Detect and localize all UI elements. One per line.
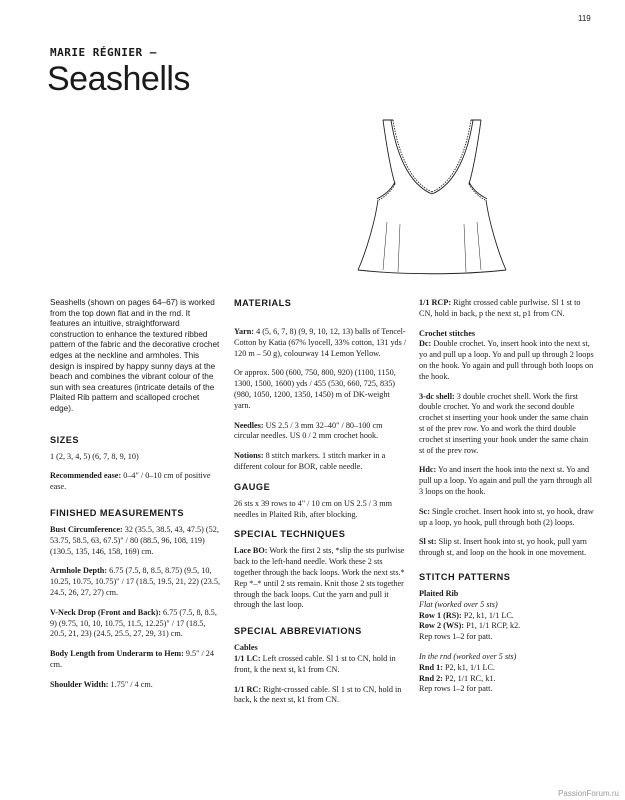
rnd-label: In the rnd (worked over 5 sts)	[419, 651, 517, 661]
special-techniques-heading: SPECIAL TECHNIQUES	[234, 529, 346, 540]
gauge-text: 26 sts x 39 rows to 4" / 10 cm on US 2.5 / 3 mm needles in Plaited Rib, after blocking.	[234, 498, 393, 519]
needles-info: Needles: US 2.5 / 3 mm 32–40" / 80–100 cm circular needles. US 0 / 2 mm crochet hook.	[234, 420, 383, 441]
yarn-info: Yarn: 4 (5, 6, 7, 8) (9, 9, 10, 12, 13) balls of Tencel-Cotton by Katia (67% lyocell, 33% cotton, 131 yds / 120 m – 50 g), colourway 14 Lemon Yellow.	[234, 327, 407, 358]
rnd-repeat: Rep rows 1–2 for patt.	[419, 684, 493, 694]
lc-definition: 1/1 LC: Left crossed cable. Sl 1 st to CN, hold in front, k the next st, k1 from CN.	[234, 653, 396, 674]
page-title: Seashells	[47, 60, 190, 98]
page-number: 119	[578, 14, 591, 23]
sc-definition: Sc: Single crochet. Insert hook into st, yo hook, draw up a loop, yo hook, pull through both (2) loops.	[419, 506, 594, 527]
shoulder-width: Shoulder Width: 1.75" / 4 cm.	[50, 679, 153, 689]
body-length: Body Length from Underarm to Hem: 9.5" / 24 cm.	[50, 649, 214, 669]
finished-measurements-heading: FINISHED MEASUREMENTS	[50, 507, 185, 518]
flat-repeat: Rep rows 1–2 for patt.	[419, 632, 493, 642]
yarn-approx: Or approx. 500 (600, 750, 800, 920) (1100, 1150, 1300, 1500, 1600) yds / 455 (530, 660, 725, 835) (980, 1050, 1200, 1350, 1450) m of DK-weight yarn.	[234, 368, 396, 410]
bust-circumference: Bust Circumference: 32 (35.5, 38.5, 43, 47.5) (52, 53.75, 58.5, 63, 67.5)" / 80 (88.5, 96, 108, 119) (130.5, 135, 146, 158, 169) cm.	[50, 524, 219, 556]
shell-definition: 3-dc shell: 3 double crochet shell. Work the first double crochet. Yo and work the second double crochet st inserting your hook under the same chain st of the prev row. Yo and work the third double crochet st inserting your hook under the same chain st of the prev row.	[419, 391, 589, 455]
crochet-stitches-subheading: Crochet stitches	[419, 328, 476, 338]
plaited-rib-subheading: Plaited Rib	[419, 588, 459, 598]
sizes-heading: SIZES	[50, 434, 80, 445]
watermark: PassionForum.ru	[558, 789, 619, 798]
rc-definition: 1/1 RC: Right-crossed cable. Sl 1 st to CN, hold in back, k the next st, k1 from CN.	[234, 684, 402, 705]
rcp-definition: 1/1 RCP: Right crossed cable purlwise. Sl 1 st to CN, hold in back, p the next st, p1 from CN.	[419, 298, 581, 318]
rnd-1: Rnd 1: P2, k1, 1/1 LC.	[419, 662, 495, 672]
flat-row-2: Row 2 (WS): P1, 1/1 RCP, k2.	[419, 621, 521, 631]
slst-definition: Sl st: Slip st. Insert hook into st, yo hook, pull yarn through st, and loop on the hook in one movement.	[419, 537, 587, 558]
cables-subheading: Cables	[234, 643, 258, 653]
materials-heading: MATERIALS	[234, 298, 292, 308]
hdc-definition: Hdc: Yo and insert the hook into the next st. Yo and pull up a loop. Yo again and pull the yarn through all 3 loops on the hook.	[419, 465, 593, 496]
recommended-ease: Recommended ease: 0–4" / 0–10 cm of positive ease.	[50, 471, 211, 492]
column-2	[234, 298, 408, 715]
column-3	[419, 298, 595, 695]
lace-bo: Lace BO: Work the first 2 sts, *slip the sts purlwise back to the left-hand needle. Work these 2 sts together through the back loops. Work the next sts.* Rep *–* until 2 sts remain. Knit those 2 sts together through the back loops. Cut the yarn and pull it through the last loop.	[234, 546, 405, 610]
column-1	[50, 298, 222, 699]
gauge-heading: GAUGE	[234, 481, 271, 492]
notions-info: Notions: 8 stitch markers. 1 stitch marker in a different colour for BOR, cable needle.	[234, 451, 386, 471]
dc-definition: Dc: Double crochet. Yo, insert hook into the next st, yo and pull up a loop. Yo and pull up through 2 loops on the hook. Yo again and pull through both loops on the hook.	[419, 339, 594, 381]
rnd-2: Rnd 2: P2, 1/1 RC, k1.	[419, 673, 496, 683]
special-abbreviations-heading: SPECIAL ABBREVIATIONS	[234, 626, 362, 637]
tank-top-illustration	[352, 112, 512, 282]
sizes-values: 1 (2, 3, 4, 5) (6, 7, 8, 9, 10)	[50, 451, 139, 461]
stitch-patterns-heading: STITCH PATTERNS	[419, 571, 511, 582]
author-name: MARIE RÉGNIER –	[50, 46, 157, 59]
flat-row-1: Row 1 (RS): P2, k1, 1/1 LC.	[419, 610, 514, 620]
intro-paragraph: Seashells (shown on pages 64–67) is worked from the top down flat and in the rnd. It features an intuitive, straightforward construction to enhance the textured ribbed pattern of the fabric and the decorative crochet edges at the neckline and armholes. This design is inspired by happy sunny days at the beach and combines the vibrant colour of the sun with sea creatures (intricate details of the Plaited Rib pattern and scalloped crochet edge).	[50, 298, 220, 413]
armhole-depth: Armhole Depth: 6.75 (7.5, 8, 8.5, 8.75) (9.5, 10, 10.25, 10.75, 10.75)" / 17 (18.5, 19.5, 21, 22) (23.5, 24.5, 26, 27, 27) cm.	[50, 566, 221, 597]
flat-label: Flat (worked over 5 sts)	[419, 599, 498, 609]
v-neck-drop: V-Neck Drop (Front and Back): 6.75 (7.5, 8, 8.5, 9) (9.75, 10, 10, 10.75, 11.5, 12.25)" / 17 (18.5, 20.5, 21, 23) (24.5, 25.5, 27, 29, 31) cm.	[50, 607, 217, 639]
